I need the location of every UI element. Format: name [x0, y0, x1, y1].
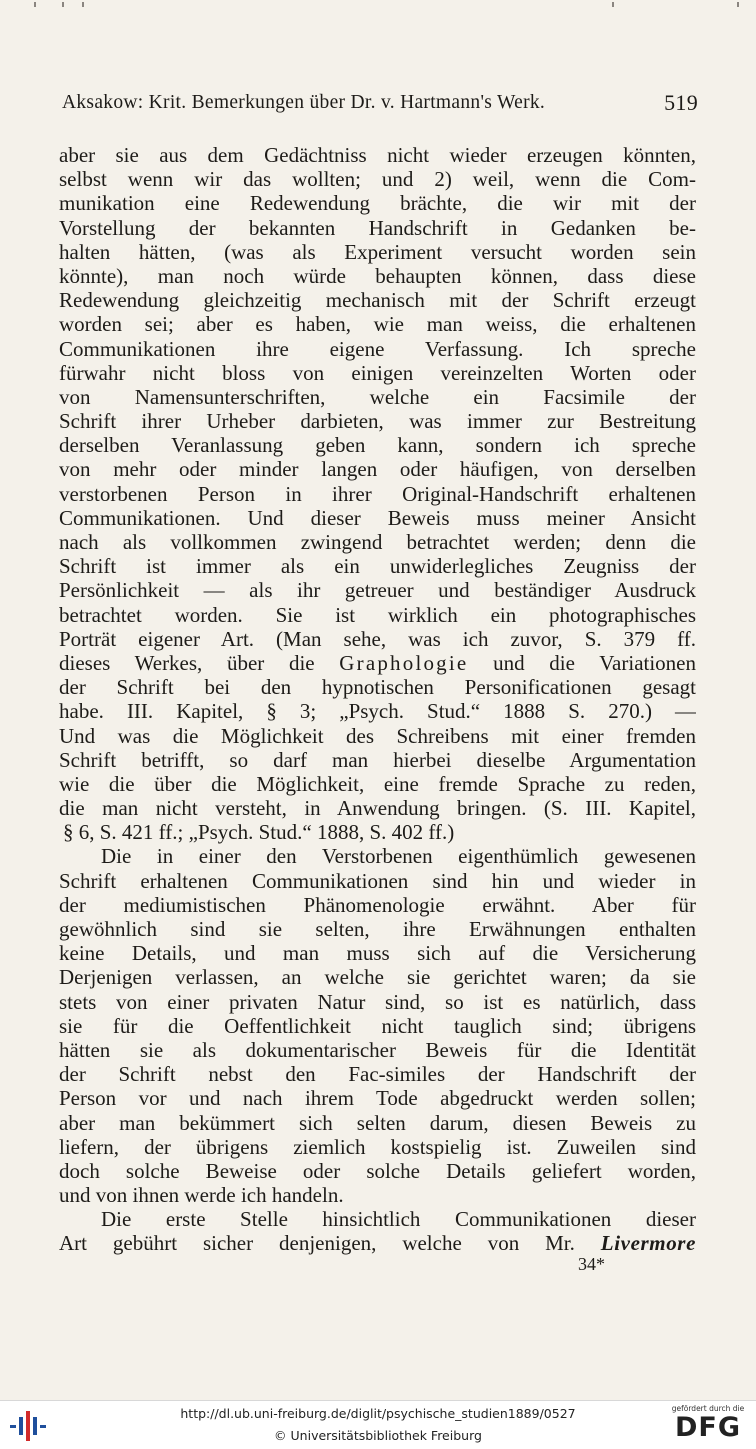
- text-line: der Schrift bei den hypnotischen Personificationen gesagt: [59, 675, 696, 700]
- text-line: Und was die Möglichkeit des Schreibens mit einer fremden: [59, 723, 696, 748]
- text-line: hätten sie als dokumentarischer Beweis für die Identität: [59, 1037, 696, 1062]
- text-line: habe. III. Kapitel, § 3; „Psych. Stud.“ 1888 S. 270.) —: [59, 699, 696, 724]
- viewer-footer: [0, 1400, 756, 1449]
- text-line: Communikationen. Und dieser Beweis muss meiner Ansicht: [59, 505, 696, 530]
- text-line: § 6, S. 421 ff.; „Psych. Stud.“ 1888, S. 402 ff.): [63, 820, 455, 845]
- body-text: [59, 143, 696, 1256]
- text-line: [59, 651, 696, 675]
- text-line: selbst wenn wir das wollten; und 2) weil, wenn die Com-: [59, 167, 696, 192]
- text-line: der mediumistischen Phänomenologie erwähnt. Aber für: [59, 892, 696, 917]
- text-line: nach als vollkommen zwingend betrachtet werden; denn die: [59, 530, 696, 554]
- text-line: halten hätten, (was als Experiment versucht worden sein: [59, 239, 696, 264]
- text-line: könnte), man noch würde behaupten können, dass diese: [59, 263, 696, 288]
- text-fragment: und die Variationen: [468, 650, 696, 675]
- text-line: die man nicht versteht, in Anwendung bringen. (S. III. Kapitel,: [59, 796, 696, 821]
- text-line: fürwahr nicht bloss von einigen vereinzelten Worten oder: [59, 360, 696, 385]
- text-line: stets von einer privaten Natur sind, so ist es natürlich, dass: [59, 989, 696, 1014]
- text-line: Communikationen ihre eigene Verfassung. Ich spreche: [59, 336, 696, 361]
- spaced-term: Graphologie: [339, 650, 469, 675]
- text-line: sie für die Oeffentlichkeit nicht tauglich sind; übrigens: [59, 1013, 696, 1038]
- text-line: Die in einer den Verstorbenen eigenthümlich gewesenen: [101, 844, 696, 869]
- text-line: Schrift betrifft, so darf man hierbei dieselbe Argumentation: [59, 747, 696, 772]
- copyright-notice: © Universitätsbibliothek Freiburg: [274, 1428, 482, 1443]
- text-line: Schrift ist immer als ein unwiderlegliches Zeugniss der: [59, 554, 696, 579]
- running-header: [62, 90, 698, 122]
- text-line: von mehr oder minder langen oder häufigen, von derselben: [59, 457, 696, 482]
- text-line: Redewendung gleichzeitig mechanisch mit der Schrift erzeugt: [59, 288, 696, 313]
- dfg-wordmark: DFG: [674, 1412, 742, 1443]
- text-line: Vorstellung der bekannten Handschrift in Gedanken be-: [59, 215, 696, 240]
- document-url[interactable]: http://dl.ub.uni-freiburg.de/diglit/psychische_studien1889/0527: [180, 1406, 576, 1421]
- text-line: Schrift erhaltenen Communikationen sind hin und wieder in: [59, 868, 696, 893]
- text-line: doch solche Beweise oder solche Details geliefert worden,: [59, 1158, 696, 1183]
- text-line: betrachtet worden. Sie ist wirklich ein photographisches: [59, 602, 696, 627]
- dfg-logo: [668, 1404, 748, 1446]
- text-line: Persönlichkeit — als ihr getreuer und beständiger Ausdruck: [59, 578, 696, 603]
- text-fragment: Art gebührt sicher denjenigen, welche von Mr.: [59, 1231, 601, 1256]
- text-line: keine Details, und man muss sich auf die Versicherung: [59, 941, 696, 966]
- text-line: Derjenigen verlassen, an welche sie gerichtet waren; da sie: [59, 965, 696, 990]
- dfg-tagline: gefördert durch die: [671, 1404, 745, 1413]
- text-line: und von ihnen werde ich handeln.: [59, 1183, 344, 1208]
- text-line: wie die über die Möglichkeit, eine fremde Sprache zu reden,: [59, 771, 696, 796]
- author-name: Livermore: [600, 1231, 696, 1256]
- text-line: aber sie aus dem Gedächtniss nicht wieder erzeugen könnten,: [59, 143, 696, 167]
- signature-mark: 34*: [578, 1254, 605, 1274]
- scan-edge-marks: [0, 0, 756, 14]
- text-line: Die erste Stelle hinsichtlich Communikationen dieser: [101, 1207, 696, 1232]
- text-line: Porträt eigener Art. (Man sehe, was ich zuvor, S. 379 ff.: [59, 626, 696, 651]
- text-fragment: dieses Werkes, über die: [59, 650, 340, 675]
- text-line: gewöhnlich sind sie selten, ihre Erwähnungen enthalten: [59, 917, 696, 941]
- text-line: Person vor und nach ihrem Tode abgedruckt werden sollen;: [59, 1086, 696, 1111]
- text-line: verstorbenen Person in ihrer Original-Handschrift erhaltenen: [59, 481, 696, 506]
- text-line: aber man bekümmert sich selten darum, diesen Beweis zu: [59, 1110, 696, 1135]
- page-number: 519: [664, 90, 698, 115]
- text-line: Schrift ihrer Urheber darbieten, was immer zur Bestreitung: [59, 409, 696, 434]
- text-line: munikation eine Redewendung brächte, die wir mit der: [59, 191, 696, 216]
- text-line: der Schrift nebst den Fac-similes der Handschrift der: [59, 1062, 696, 1087]
- text-line: liefern, der übrigens ziemlich kostspielig ist. Zuweilen sind: [59, 1134, 696, 1159]
- text-line: worden sei; aber es haben, wie man weiss, die erhaltenen: [59, 312, 696, 337]
- text-line: derselben Veranlassung geben kann, sondern ich spreche: [59, 433, 696, 458]
- running-title: Aksakow: Krit. Bemerkungen über Dr. v. Hartmann's Werk.: [62, 92, 546, 113]
- text-line: [59, 1231, 696, 1255]
- text-line: von Namensunterschriften, welche ein Facsimile der: [59, 384, 696, 409]
